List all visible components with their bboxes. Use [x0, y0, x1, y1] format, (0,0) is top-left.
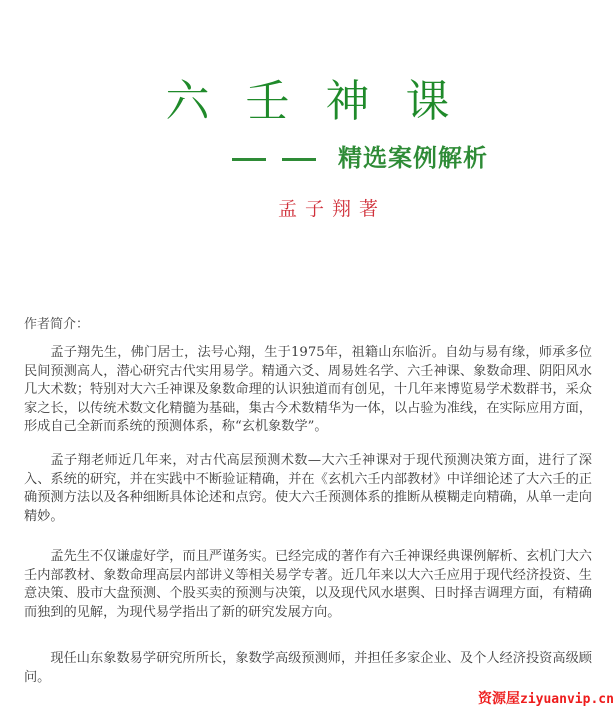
book-author: 孟子翔著 [278, 198, 387, 220]
bio-paragraph: 现任山东象数易学研究所所长，象数学高级预测师，并担任多家企业、及个人经济投资高级顾问。 [24, 651, 592, 685]
section-heading: 作者简介： [24, 317, 90, 332]
subtitle-dash [232, 158, 266, 161]
watermark-cn: 资源屋 [478, 691, 520, 707]
watermark-url: ziyuanvip.cn [520, 692, 614, 707]
book-title [0, 74, 615, 130]
subtitle-text: 精选案例解析 [338, 144, 488, 172]
title-char: 课 [405, 76, 450, 127]
title-char: 六 [165, 76, 210, 127]
subtitle-dash [282, 158, 316, 161]
book-subtitle [232, 142, 488, 174]
bio-paragraph: 孟子翔老师近几年来，对古代高层预测术数—大六壬神课对于现代预测决策方面，进行了深入、系统的研究，并在实践中不断验证精确，并在《玄机六壬内部教材》中详细论述了大六壬的正确预测方法以及各种细断具体论述和点窍。使大六壬预测体系的推断从模糊走向精确，从单一走向精妙。 [24, 453, 592, 524]
watermark [478, 690, 614, 709]
title-char: 壬 [245, 76, 290, 127]
bio-paragraph: 孟子翔先生，佛门居士，法号心翔，生于1975年，祖籍山东临沂。自幼与易有缘，师承多位民间预测高人，潜心研究古代实用易学。精通六爻、周易姓名学、六壬神课、象数命理、阴阳风水几大术数；特别对大六壬神课及象数命理的认识独道而有创见，十几年来博览易学术数群书，采众家之长，以传统术数文化精髓为基础，集古今术数精华为一体，以占验为准线，在实际应用方面，形成自己全新而系统的预测体系，称“玄机象数学”。 [24, 345, 592, 435]
bio-paragraph: 孟先生不仅谦虚好学，而且严谨务实。已经完成的著作有六壬神课经典课例解析、玄机门大六壬内部教材、象数命理高层内部讲义等相关易学专著。近几年来以大六壬应用于现代经济投资、生意决策、股市大盘预测、个股买卖的预测与决策，以及现代风水堪舆、日时择吉调理方面，有精确而独到的见解，为现代易学指出了新的研究发展方向。 [24, 549, 592, 620]
title-char: 神 [325, 76, 370, 127]
